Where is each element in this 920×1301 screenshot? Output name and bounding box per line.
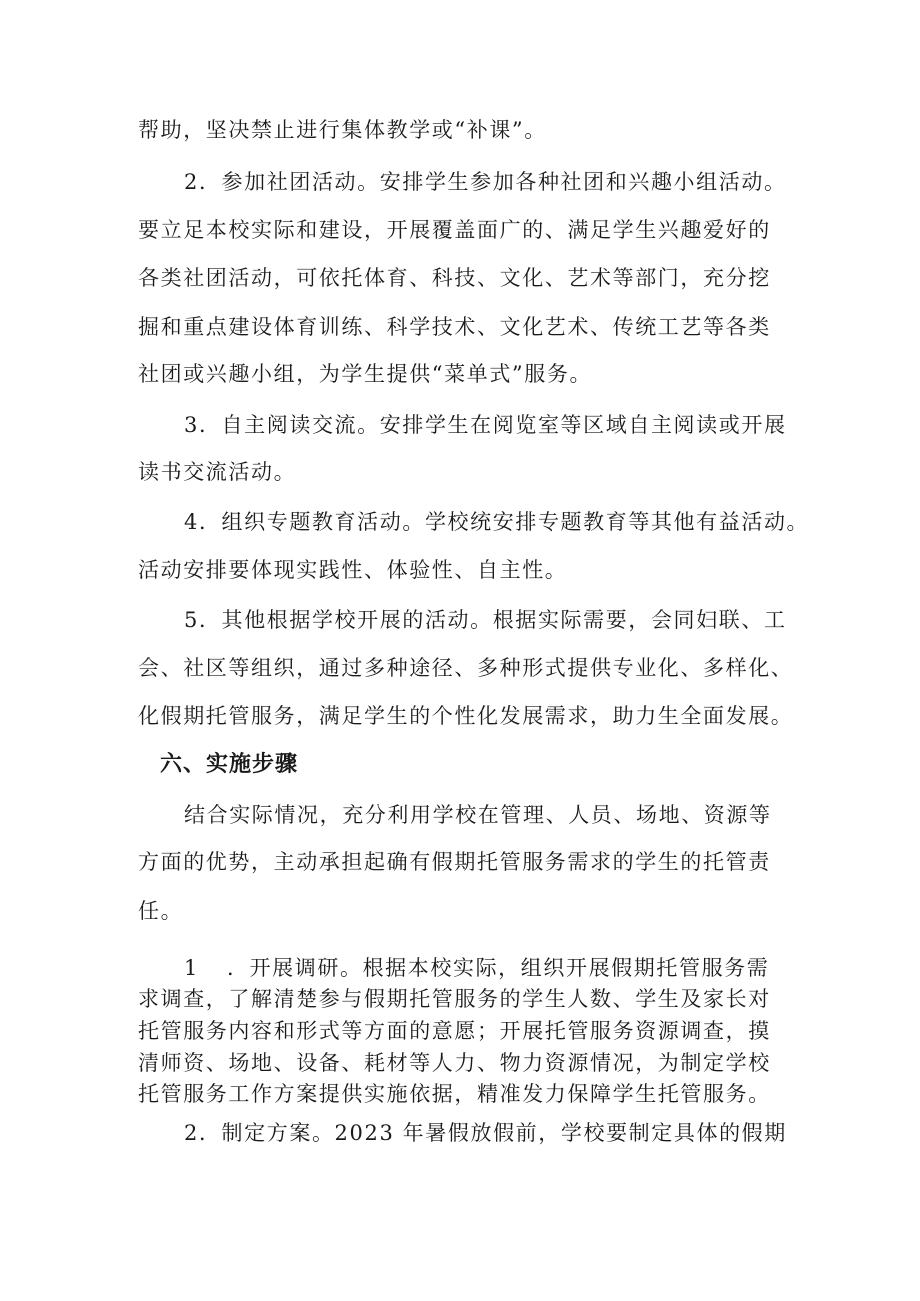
text-line: 托管服务工作方案提供实施依据，精准发力保障学生托管服务。: [138, 1082, 771, 1106]
text-line: 求调查，了解清楚参与假期托管服务的学生人数、学生及家长对: [138, 987, 771, 1011]
text-line: 2．制定方案。2023 年暑假放假前，学校要制定具体的假期: [184, 1121, 787, 1145]
section-heading: 六、实施步骤: [160, 752, 299, 777]
step-1-line: [184, 954, 844, 982]
step-text: ．开展调研。根据本校实际，组织开展假期托管服务需: [226, 956, 770, 980]
text-line: 掘和重点建设体育训练、科学技术、文化艺术、传统工艺等各类: [138, 315, 771, 339]
text-line: 社团或兴趣小组，为学生提供“菜单式”服务。: [138, 362, 593, 386]
text-line: 任。: [138, 899, 184, 923]
text-line: 托管服务内容和形式等方面的意愿；开展托管服务资源调查，摸: [138, 1019, 771, 1043]
text-line: 活动安排要体现实践性、体验性、自主性。: [138, 558, 568, 582]
text-line: 结合实际情况，充分利用学校在管理、人员、场地、资源等: [184, 803, 772, 827]
text-line: 要立足本校实际和建设，开展覆盖面广的、满足学生兴趣爱好的: [138, 218, 771, 242]
text-line: 4．组织专题教育活动。学校统安排专题教育等其他有益活动。: [184, 510, 810, 534]
text-line: 化假期托管服务，满足学生的个性化发展需求，助力生全面发展。: [138, 704, 794, 728]
text-line: 清师资、场地、设备、耗材等人力、物力资源情况，为制定学校: [138, 1051, 771, 1075]
step-number: 1: [184, 956, 199, 980]
text-line: 3．自主阅读交流。安排学生在阅览室等区域自主阅读或开展: [184, 413, 787, 437]
text-line: 方面的优势，主动承担起确有假期托管服务需求的学生的托管责: [138, 850, 771, 874]
text-line: 5．其他根据学校开展的活动。根据实际需要，会同妇联、工: [184, 608, 787, 632]
text-line: 各类社团活动，可依托体育、科技、文化、艺术等部门，充分挖: [138, 266, 771, 290]
text-line: 会、社区等组织，通过多种途径、多种形式提供专业化、多样化、: [138, 656, 794, 680]
text-line: 帮助，坚决禁止进行集体教学或“补课”。: [138, 118, 547, 142]
text-line: 2．参加社团活动。安排学生参加各种社团和兴趣小组活动。: [184, 170, 787, 194]
text-line: 读书交流活动。: [138, 460, 297, 484]
